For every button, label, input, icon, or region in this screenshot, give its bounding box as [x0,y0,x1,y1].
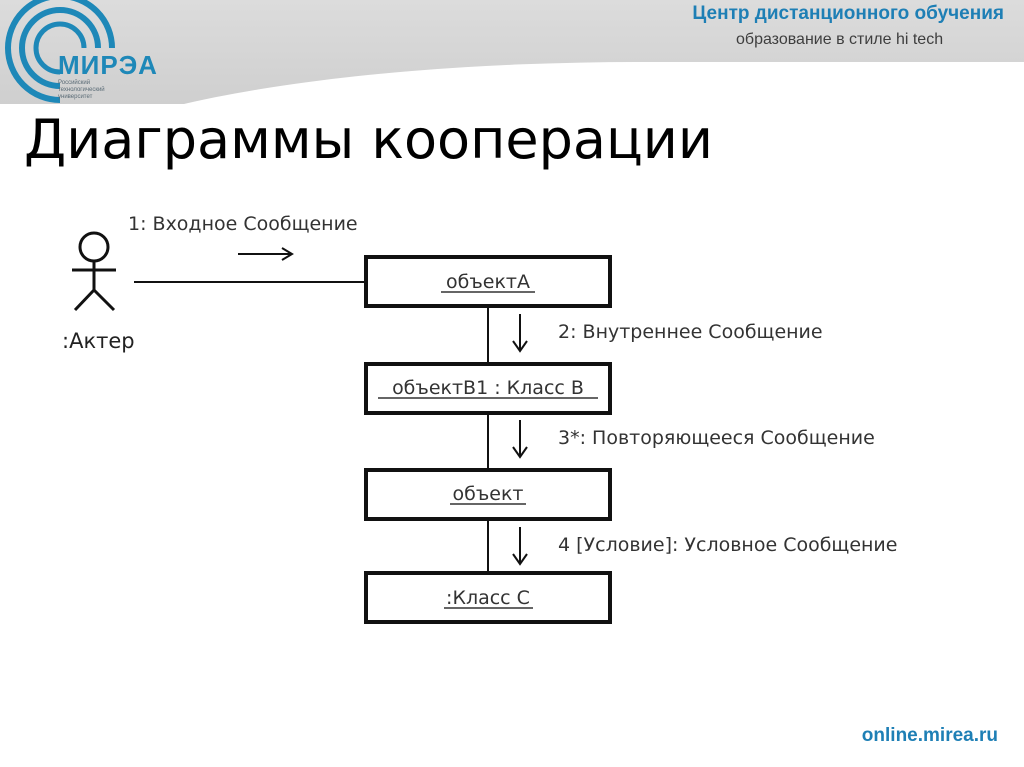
message-2: 2: Внутреннее Сообщение [558,321,823,343]
center-subtitle: образование в стиле hi tech [736,31,944,48]
actor-label: :Актер [62,329,135,353]
footer-url[interactable]: online.mirea.ru [861,725,998,746]
arrow-down-icon [513,420,527,457]
arrow-right-icon [238,248,292,260]
object-box-d [366,573,610,622]
slide-title: Диаграммы кооперации [24,108,713,171]
object-box-b [366,364,610,413]
actor-icon [72,233,116,310]
logo-subtitle: Российский технологический университет [58,80,105,100]
object-box-a [366,257,610,306]
message-1: 1: Входное Сообщение [128,213,358,235]
center-title: Центр дистанционного обучения [692,3,1004,24]
object-b-label: объектВ1 : Класс В [392,377,584,399]
arrow-down-icon [513,527,527,564]
logo-name: МИРЭА [58,50,158,80]
object-c-label: объект [452,483,524,505]
object-box-c [366,470,610,519]
message-3: 3*: Повторяющееся Сообщение [558,427,875,449]
arrow-down-icon [513,314,527,351]
message-4: 4 [Условие]: Условное Сообщение [558,534,898,556]
object-d-label: :Класс С [446,587,530,609]
object-a-label: объектА [446,271,530,293]
